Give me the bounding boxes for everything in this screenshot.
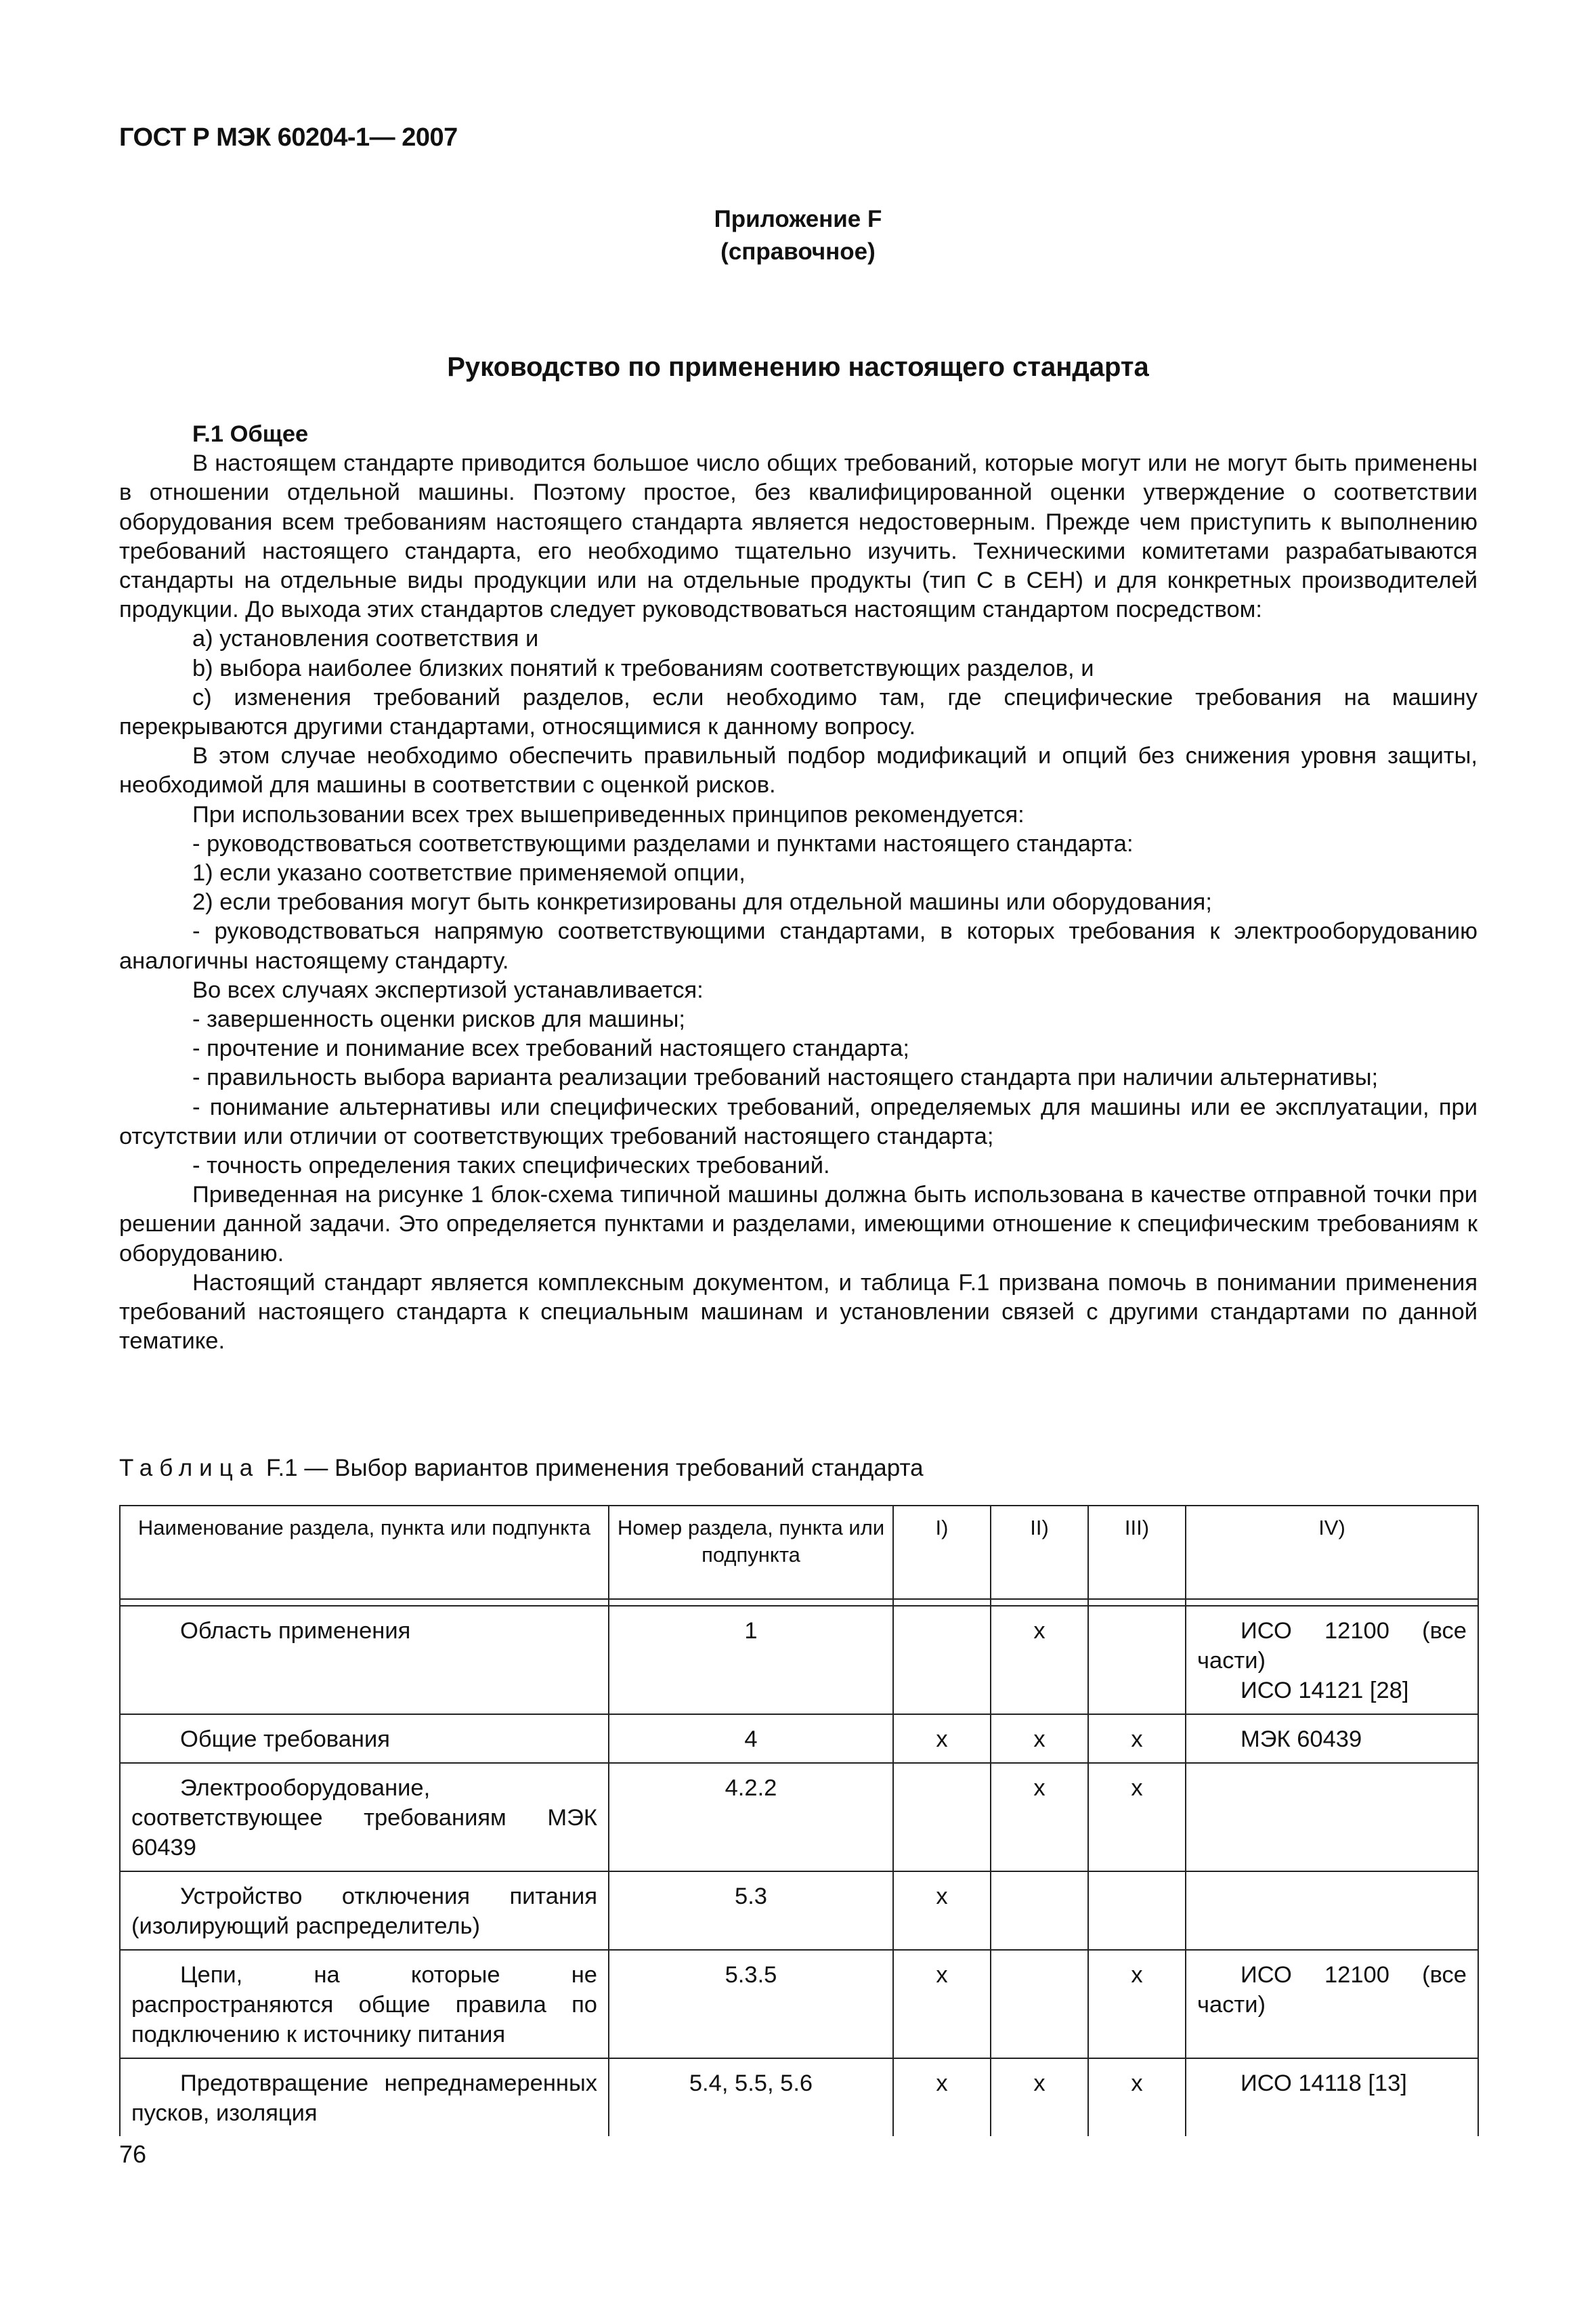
table-header-row: [120, 1506, 1478, 1599]
option-ii-cell: [991, 1871, 1088, 1950]
option-iii-cell: x: [1088, 2058, 1186, 2136]
reference-item: ИСО 12100 (все части): [1197, 1618, 1467, 1674]
reference-cell: [1186, 2058, 1478, 2136]
paragraph: - точность определения таких специфических требований.: [192, 1153, 830, 1179]
paragraph: - руководствоваться напрямую соответствующими стандартами, в которых требования к электрооборудованию аналогичны настоящему стандарту.: [119, 918, 1478, 974]
reference-item: ИСО 12100 (все части): [1197, 1962, 1467, 2018]
table-caption: [119, 1455, 924, 1482]
paragraph: Во всех случаях экспертизой устанавливается:: [192, 977, 704, 1003]
option-i-cell: x: [893, 2058, 991, 2136]
guide-title: Руководство по применению настоящего стандарта: [447, 352, 1149, 382]
section-name-cell: Область применения: [120, 1606, 609, 1714]
paragraph: - завершенность оценки рисков для машины;: [192, 1006, 686, 1033]
option-ii-cell: x: [991, 1714, 1088, 1763]
option-ii-cell: x: [991, 1763, 1088, 1871]
table-body: [120, 1606, 1478, 2136]
annex-heading: [0, 203, 1596, 268]
reference-item: МЭК 60439: [1241, 1726, 1362, 1752]
option-ii-cell: x: [991, 2058, 1088, 2136]
paragraph: - правильность выбора варианта реализации требований настоящего стандарта при наличии альтернативы;: [192, 1065, 1379, 1091]
option-iii-cell: [1088, 1606, 1186, 1714]
reference-item: ИСО 14118 [13]: [1241, 2070, 1407, 2096]
section-number-cell: 5.3.5: [609, 1950, 893, 2058]
section-name-cell: Устройство отключения питания (изолирующий распределитель): [120, 1871, 609, 1950]
reference-item: ИСО 14121 [28]: [1241, 1678, 1409, 1703]
table-row: [120, 1763, 1478, 1871]
column-header: IV): [1186, 1506, 1478, 1599]
reference-cell: [1186, 1763, 1478, 1871]
paragraph: Настоящий стандарт является комплексным документом, и таблица F.1 призвана помочь в понимании применения требований настоящего стандарта к специальным машинам и установлении связей с другими стандартами по данной тематике.: [119, 1269, 1478, 1355]
reference-cell: [1186, 1950, 1478, 2058]
section-number-cell: 5.4, 5.5, 5.6: [609, 2058, 893, 2136]
table-row: [120, 1871, 1478, 1950]
option-ii-cell: [991, 1950, 1088, 2058]
section-number-cell: 4: [609, 1714, 893, 1763]
paragraph: - прочтение и понимание всех требований настоящего стандарта;: [192, 1036, 909, 1062]
paragraph: В настоящем стандарте приводится большое число общих требований, которые могут или не могут быть применены в отношении отдельной машины. Поэтому простое, без квалифицированной оценки утверждение о соответствии оборудования всем требованиям настоящего стандарта является недостоверным. Прежде чем приступить к выполнению требований настоящего стандарта, его необходимо тщательно изучить. Техническими комитетами разрабатываются стандарты на отдельные виды продукции или на отдельные продукты (тип С в СЕН) и для конкретных производителей продукции. До выхода этих стандартов следует руководствоваться настоящим стандартом посредством:: [119, 450, 1478, 623]
option-iii-cell: [1088, 1871, 1186, 1950]
column-header: II): [991, 1506, 1088, 1599]
section-name-cell: Общие требования: [120, 1714, 609, 1763]
column-header: Наименование раздела, пункта или подпункта: [120, 1506, 609, 1599]
option-i-cell: x: [893, 1714, 991, 1763]
reference-cell: [1186, 1606, 1478, 1714]
section-number-cell: 1: [609, 1606, 893, 1714]
option-ii-cell: x: [991, 1606, 1088, 1714]
table-row: [120, 1950, 1478, 2058]
column-header: Номер раздела, пункта или подпункта: [609, 1506, 893, 1599]
paragraph: - руководствоваться соответствующими разделами и пунктами настоящего стандарта:: [192, 830, 1134, 857]
table-row: [120, 2058, 1478, 2136]
paragraph: a) установления соответствия и: [192, 626, 539, 652]
section-name-cell: Электрооборудование, соответствующее требованиям МЭК 60439: [120, 1763, 609, 1871]
option-i-cell: [893, 1606, 991, 1714]
annex-title: Приложение F: [714, 206, 882, 232]
table-caption-text: F.1 — Выбор вариантов применения требований стандарта: [259, 1455, 924, 1481]
paragraph: Приведенная на рисунке 1 блок-схема типичной машины должна быть использована в качестве отправной точки при решении данной задачи. Это определяется пунктами и разделами, имеющими отношение к специфическим требованиям к оборудованию.: [119, 1182, 1478, 1267]
table-row: [120, 1714, 1478, 1763]
paragraph: При использовании всех трех вышеприведенных принципов рекомендуется:: [192, 801, 1025, 828]
requirements-table: [119, 1505, 1479, 2136]
section-number-cell: 4.2.2: [609, 1763, 893, 1871]
reference-cell: [1186, 1871, 1478, 1950]
header-separator: [120, 1599, 1478, 1606]
table-row: [120, 1606, 1478, 1714]
annex-subtitle: (справочное): [720, 238, 876, 265]
option-iii-cell: x: [1088, 1714, 1186, 1763]
page-number: 76: [119, 2140, 147, 2168]
section-name-cell: Предотвращение непреднамеренных пусков, изоляция: [120, 2058, 609, 2136]
paragraph: В этом случае необходимо обеспечить правильный подбор модификаций и опций без снижения уровня защиты, необходимой для машины в соответствии с оценкой рисков.: [119, 743, 1478, 799]
section-heading: F.1 Общее: [192, 421, 309, 447]
column-header: I): [893, 1506, 991, 1599]
paragraph: c) изменения требований разделов, если необходимо там, где специфические требования на машину перекрываются другими стандартами, относящимися к данному вопросу.: [119, 684, 1478, 740]
document-code: ГОСТ Р МЭК 60204-1— 2007: [119, 123, 458, 152]
option-i-cell: x: [893, 1871, 991, 1950]
paragraph: - понимание альтернативы или специфических требований, определяемых для машины или ее эксплуатации, при отсутствии или отличии от соответствующих требований настоящего стандарта;: [119, 1094, 1478, 1149]
paragraph: 1) если указано соответствие применяемой опции,: [192, 860, 746, 887]
reference-cell: [1186, 1714, 1478, 1763]
option-iii-cell: x: [1088, 1763, 1186, 1871]
section-name-cell: Цепи, на которые не распространяются общие правила по подключению к источнику питания: [120, 1950, 609, 2058]
table-caption-label: Таблица: [119, 1455, 260, 1481]
paragraph: 2) если требования могут быть конкретизированы для отдельной машины или оборудования;: [192, 889, 1212, 916]
section-number-cell: 5.3: [609, 1871, 893, 1950]
option-i-cell: x: [893, 1950, 991, 2058]
option-iii-cell: x: [1088, 1950, 1186, 2058]
section-body: [119, 420, 1478, 1357]
column-header: III): [1088, 1506, 1186, 1599]
paragraph: b) выбора наиболее близких понятий к требованиям соответствующих разделов, и: [192, 655, 1094, 681]
option-i-cell: [893, 1763, 991, 1871]
